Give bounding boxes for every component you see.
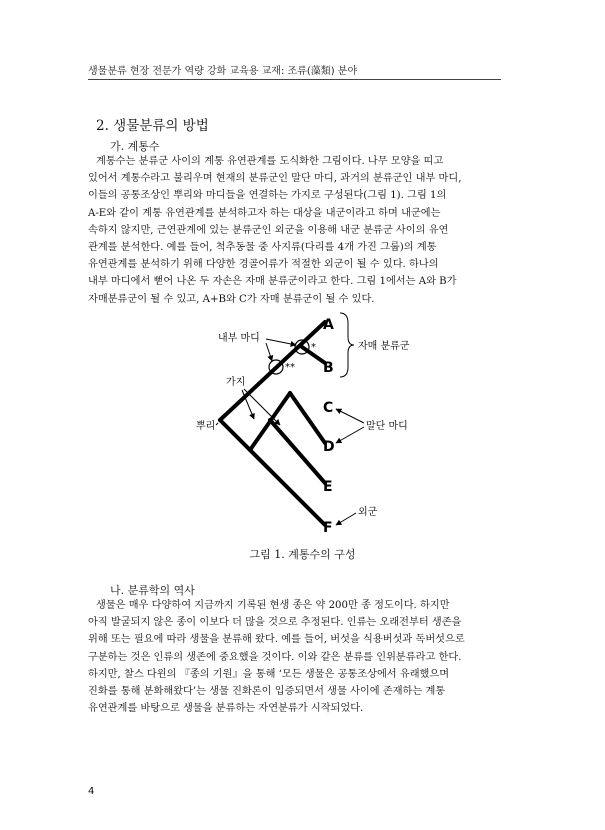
- paragraph-line: 위해 또는 필요에 따라 생물을 분류해 왔다. 예를 들어, 버섯을 식용버섯과 독버섯으로: [88, 634, 465, 646]
- paragraph-line: 있어서 계통수라고 불리우며 현재의 분류군인 말단 마디, 과거의 분류군인 내부 마디,: [88, 173, 462, 185]
- subsection-title-taxonomy-history: 나. 분류학의 역사: [110, 584, 195, 597]
- paragraph-line: 속하지 않지만, 근연관계에 있는 분류군인 외군을 이용해 내군 분류군 사이의 유연: [88, 224, 449, 236]
- paragraph-line: 아직 발굴되지 않은 종이 이보다 더 많을 것으로 추정된다. 인류는 오래전부터 생존을: [88, 617, 462, 629]
- paragraph-phylogenetic-tree: [88, 153, 513, 308]
- paragraph-line: 내부 마디에서 뻗어 나온 두 자손은 자매 분류군이라고 한다. 그림 1에서는 A와 B가: [88, 276, 457, 288]
- taxon-label-f: F: [323, 520, 333, 536]
- paragraph-line: 이들의 공통조상인 뿌리와 마디들을 연결하는 가지로 구성된다(그림 1). 그림 1의: [88, 190, 447, 202]
- paragraph-line: 진화를 통해 분화해왔다’는 생물 진화론이 입증되면서 생물 사이에 존재하는 계통: [88, 686, 446, 698]
- page-number: 4: [88, 786, 95, 797]
- paragraph-line: 생물은 매우 다양하여 지금까지 기록된 현생 종은 약 200만 종 정도이다. 하지만: [96, 600, 450, 611]
- subsection-title-phylogenetic-tree: 가. 계통수: [110, 140, 160, 153]
- taxon-label-c: C: [323, 400, 334, 416]
- taxon-label-a: A: [323, 317, 334, 333]
- paragraph-line: A-E와 같이 계통 유연관계를 분석하고자 하는 대상을 내군이라고 하며 내군에는: [88, 207, 441, 219]
- paragraph-line: 유연관계를 분석하기 위해 다양한 경골어류가 적절한 외군이 될 수 있다. 하나의: [88, 259, 439, 271]
- paragraph-line: 계통수는 분류군 사이의 계통 유연관계를 도식화한 그림이다. 나무 모양을 띠고: [96, 156, 444, 167]
- taxon-label-b: B: [323, 360, 334, 376]
- paragraph-line: 하지만, 찰스 다윈의 『종의 기원』을 통해 ‘모든 생물은 공통조상에서 유래했으며: [88, 668, 450, 680]
- label-root: 뿌리: [196, 421, 216, 432]
- taxon-label-d: D: [323, 439, 335, 455]
- label-internal-node: 내부 마디: [218, 333, 260, 344]
- running-header: 생물분류 현장 전문가 역량 강화 교육용 교재: 조류(藻類) 분야: [88, 66, 358, 77]
- paragraph-line: 유연관계를 바탕으로 생물을 분류하는 자연분류가 시작되었다.: [88, 703, 364, 715]
- label-branch: 가지: [226, 377, 246, 388]
- paragraph-line: 자매분류군이 될 수 있고, A+B와 C가 자매 분류군이 될 수 있다.: [88, 293, 375, 305]
- tree-branch-d: [290, 393, 325, 443]
- label-outgroup: 외군: [358, 507, 378, 518]
- sister-group-brace: [340, 313, 354, 377]
- tree-branch-f: [220, 420, 325, 525]
- taxon-label-e: E: [323, 479, 333, 495]
- header-rule: [88, 79, 501, 80]
- paragraph-line: 관계를 분석한다. 예를 들어, 척추동물 중 사지류(다리를 4개 가진 그룹)의 계통: [88, 242, 437, 254]
- phylogenetic-tree-figure: [180, 305, 440, 540]
- paragraph-line: 구분하는 것은 인류의 생존에 중요했을 것이다. 이와 같은 분류를 인위분류라고 한다.: [88, 651, 462, 663]
- label-sister-group: 자매 분류군: [358, 341, 410, 352]
- node-star-1: *: [311, 342, 316, 353]
- paragraph-taxonomy-history: [88, 597, 513, 717]
- node-star-2: **: [285, 362, 295, 373]
- section-title: 2. 생물분류의 방법: [96, 118, 209, 134]
- figure-caption: 그림 1. 계통수의 구성: [249, 548, 356, 561]
- label-terminal-node: 말단 마디: [366, 421, 408, 432]
